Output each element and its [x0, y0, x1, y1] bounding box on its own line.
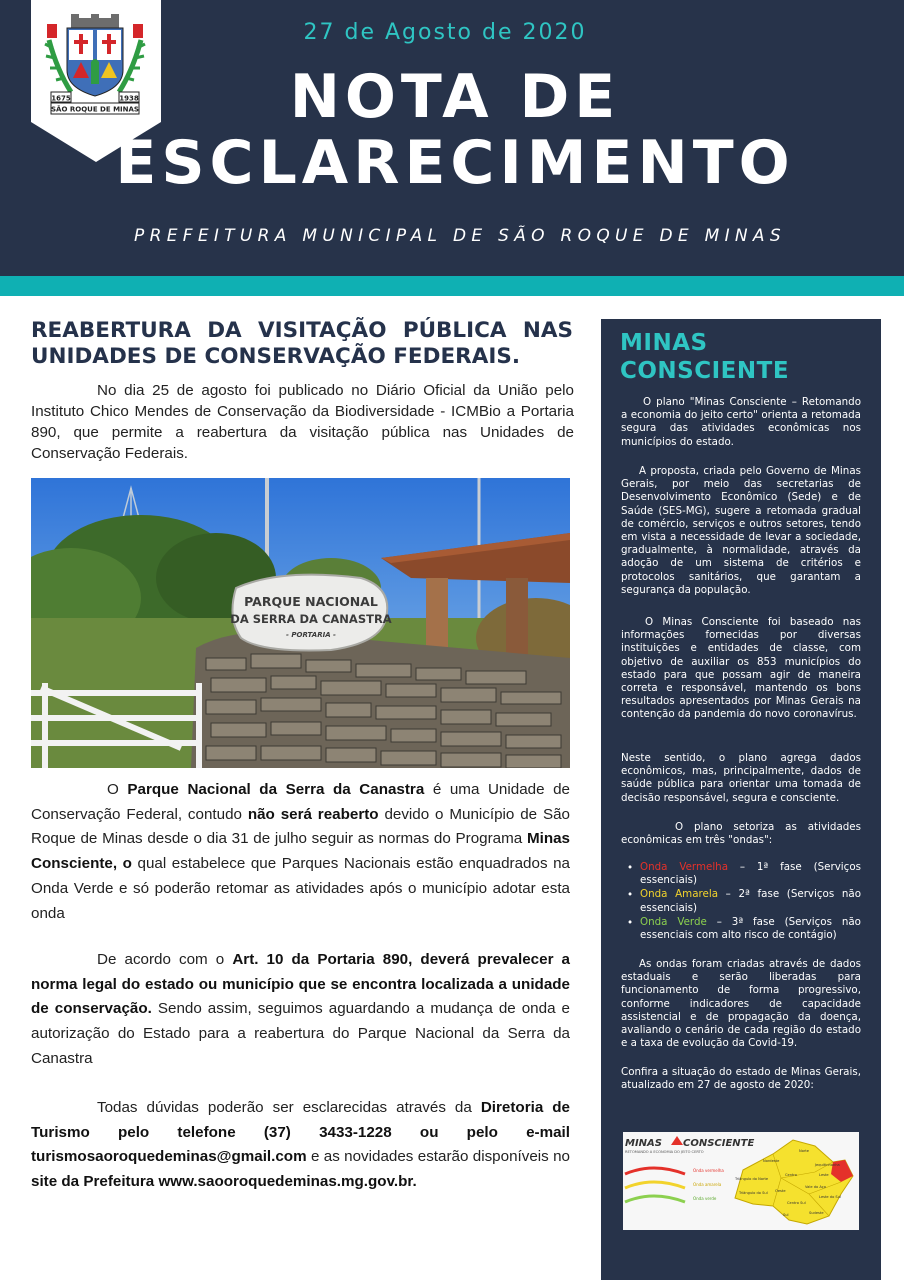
waves-list: [621, 861, 861, 943]
title-line-1: NOTA DE: [289, 62, 621, 132]
sign-line-1: PARQUE NACIONAL: [244, 594, 378, 609]
sidebar-title-line-1: MINAS: [620, 330, 708, 356]
article-paragraph-1: [31, 380, 574, 464]
article-paragraph-4: [31, 1096, 570, 1195]
map-region: Sul: [783, 1213, 789, 1217]
sidebar-p1-text: O plano "Minas Consciente – Retomando a economia do jeito certo" orienta a retomada segura das atividades econômicas nos municípios do estado.: [621, 396, 861, 448]
wave-yellow: • Onda Amarela – 2ª fase (Serviços não essenciais): [627, 888, 861, 914]
article-headline: REABERTURA DA VISITAÇÃO PÚBLICA NAS UNIDADES DE CONSERVAÇÃO FEDERAIS.: [31, 318, 573, 369]
sidebar-p6-text: As ondas foram criadas através de dados estaduais e serão liberadas para funcionamento de forma progressivo, conforme indicadores de capacidade assistencial e de propagação da doença, avaliando o cenário de cada região do estado e a taxa de evolução da Covid-19.: [621, 958, 861, 1050]
p2-part: O: [107, 781, 128, 798]
map-region: Triângulo do Sul: [739, 1191, 768, 1195]
wave-red-name: Onda Vermelha: [640, 861, 729, 873]
map-region: Leste: [819, 1173, 829, 1177]
article-paragraph-3: [31, 948, 570, 1072]
map-region: Centro Sul: [787, 1201, 806, 1205]
wave-yellow-name: Onda Amarela: [640, 888, 719, 901]
not-reopen-notice: não será reaberto: [247, 805, 379, 823]
wave-green-name: Onda Verde: [640, 915, 707, 928]
wave-green: • Onda Verde – 3ª fase (Serviços não essenciais com alto risco de contágio): [627, 915, 861, 942]
minas-consciente-sidebar: [601, 319, 881, 1280]
wave-red: • Onda Vermelha – 1ª fase (Serviços essenciais): [627, 861, 861, 887]
program-name: Minas Consciente: [31, 830, 570, 873]
map-tagline: RETOMANDO A ECONOMIA DO JEITO CERTO: [625, 1150, 704, 1154]
sidebar-p2-text: A proposta, criada pelo Governo de Minas Gerais, por meio das secretarias de Desenvolvimento Econômico (Sede) e de Saúde (SES-MG), sugere a retomada gradual de comércio, serviços e outros setores, tendo em vista a necessidade de levar a sociedade, gradualmente, à normalidade, através da adoção de um sistema de critérios e protocolos sanitários, que garantam a segurança da população.: [621, 465, 861, 596]
p2-part: qual estabelece que Parques Nacionais estão enquadrados na Onda Verde e só poderão retomar as atividades após o município adotar esta onda: [31, 855, 571, 922]
sidebar-paragraph-1: [621, 396, 861, 449]
p4-part: Todas dúvidas poderão ser esclarecidas através da: [97, 1099, 481, 1116]
issue-date: 27 de Agosto de 2020: [303, 20, 587, 45]
article-paragraph-2: [31, 778, 570, 926]
issuer-subtitle: PREFEITURA MUNICIPAL DE SÃO ROQUE DE MINAS: [134, 226, 786, 246]
page-title: [110, 64, 800, 196]
map-region: Leste do Sul: [819, 1195, 841, 1199]
sign-line-3: - PORTARIA -: [286, 631, 336, 639]
website-info: site da Prefeitura www.saooroquedeminas.mg.gov.br.: [31, 1173, 417, 1191]
map-region: Vale do Aço: [805, 1185, 826, 1189]
title-line-2: ESCLARECIMENTO: [115, 128, 795, 198]
p2-part: , o: [112, 855, 132, 873]
map-region: Oeste: [775, 1189, 786, 1193]
park-entrance-photo: [31, 478, 570, 768]
legal-norm-notice: Art. 10 da Portaria 890, deverá prevalecer a norma legal do estado ou município que se encontra localizada a unidade de conservação.: [31, 951, 571, 1018]
map-logo-left: MINAS: [625, 1138, 662, 1149]
accent-divider: [0, 276, 904, 296]
park-name: Parque Nacional da Serra da Canastra: [127, 781, 425, 798]
sidebar-p5-text: O plano setoriza as atividades econômicas em três "ondas":: [621, 821, 861, 847]
p3-part: Sendo assim, seguimos aguardando a mudança de onda e autorização do Estado para a reabertura do Parque Nacional da Serra da Canastra: [31, 1000, 570, 1067]
p2-part: é uma Unidade de Conservação Federal, contudo: [31, 781, 570, 823]
map-region: Sudeste: [809, 1211, 824, 1215]
crest-city-name: SÃO ROQUE DE MINAS: [51, 105, 139, 114]
p3-part: De acordo com o: [97, 951, 233, 968]
p2-part: devido o Município de São Roque de Minas desde o dia 31 de julho seguir as normas do Programa: [31, 805, 570, 848]
sidebar-paragraph-7: Confira a situação do estado de Minas Gerais, atualizado em 27 de agosto de 2020:: [621, 1066, 861, 1092]
sidebar-paragraph-4: Neste sentido, o plano agrega dados econômicos, mas, principalmente, dados de saúde pública para orientar uma tomada de decisão responsável, segura e consciente.: [621, 752, 861, 804]
map-region: Triângulo do Norte: [735, 1177, 769, 1181]
wave-green-desc: – 3ª fase (Serviços não essenciais com alto risco de contágio): [640, 915, 861, 942]
p4-part: e as novidades estarão disponíveis no: [306, 1148, 570, 1166]
wave-yellow-desc: – 2ª fase (Serviços não essenciais): [640, 888, 861, 914]
contact-info: Diretoria de Turismo pelo telefone (37) 3433-1228 ou pelo e-mail turismosaoroquedeminas@gmail.com: [31, 1099, 570, 1166]
crest-year-left: 1675: [51, 94, 71, 103]
sign-line-2: DA SERRA DA CANASTRA: [230, 612, 392, 626]
sidebar-title: [620, 329, 870, 385]
sidebar-title-line-2: CONSCIENTE: [620, 358, 790, 384]
map-region: Norte: [799, 1149, 809, 1153]
map-logo-right: CONSCIENTE: [683, 1138, 755, 1149]
map-legend-yellow: Onda amarela: [693, 1182, 722, 1187]
sidebar-paragraph-5: [621, 821, 861, 847]
map-region: Centro: [785, 1173, 798, 1177]
minas-map-image: [623, 1132, 859, 1230]
map-legend-red: Onda vermelha: [693, 1168, 724, 1173]
map-legend-green: Onda verde: [693, 1196, 717, 1201]
crest-year-right: 1938: [119, 94, 139, 103]
sidebar-paragraph-2: [621, 465, 861, 597]
map-region: Nordeste: [763, 1159, 780, 1163]
sidebar-paragraph-6: [621, 958, 861, 1050]
sidebar-paragraph-3: [621, 616, 861, 722]
sidebar-p3-text: O Minas Consciente foi baseado nas informações fornecidas por diversas instituições e entidades de classe, com objetivo de auxiliar os 853 municípios do estado para que possam agir de maneira correta e responsável, mantendo os bons resultados apresentados por Minas Gerais na contenção da pandemia do novo coronavírus.: [621, 616, 861, 721]
map-region: Jequitinhonha: [815, 1163, 840, 1167]
p1-text: No dia 25 de agosto foi publicado no Diário Oficial da União pelo Instituto Chico Mendes de Conservação da Biodiversidade - ICMBio a Portaria 890, que permite a reabertura da visitação pública nas Unidades de Conservação Federais.: [31, 382, 574, 462]
wave-red-desc: – 1ª fase (Serviços essenciais): [640, 861, 861, 887]
